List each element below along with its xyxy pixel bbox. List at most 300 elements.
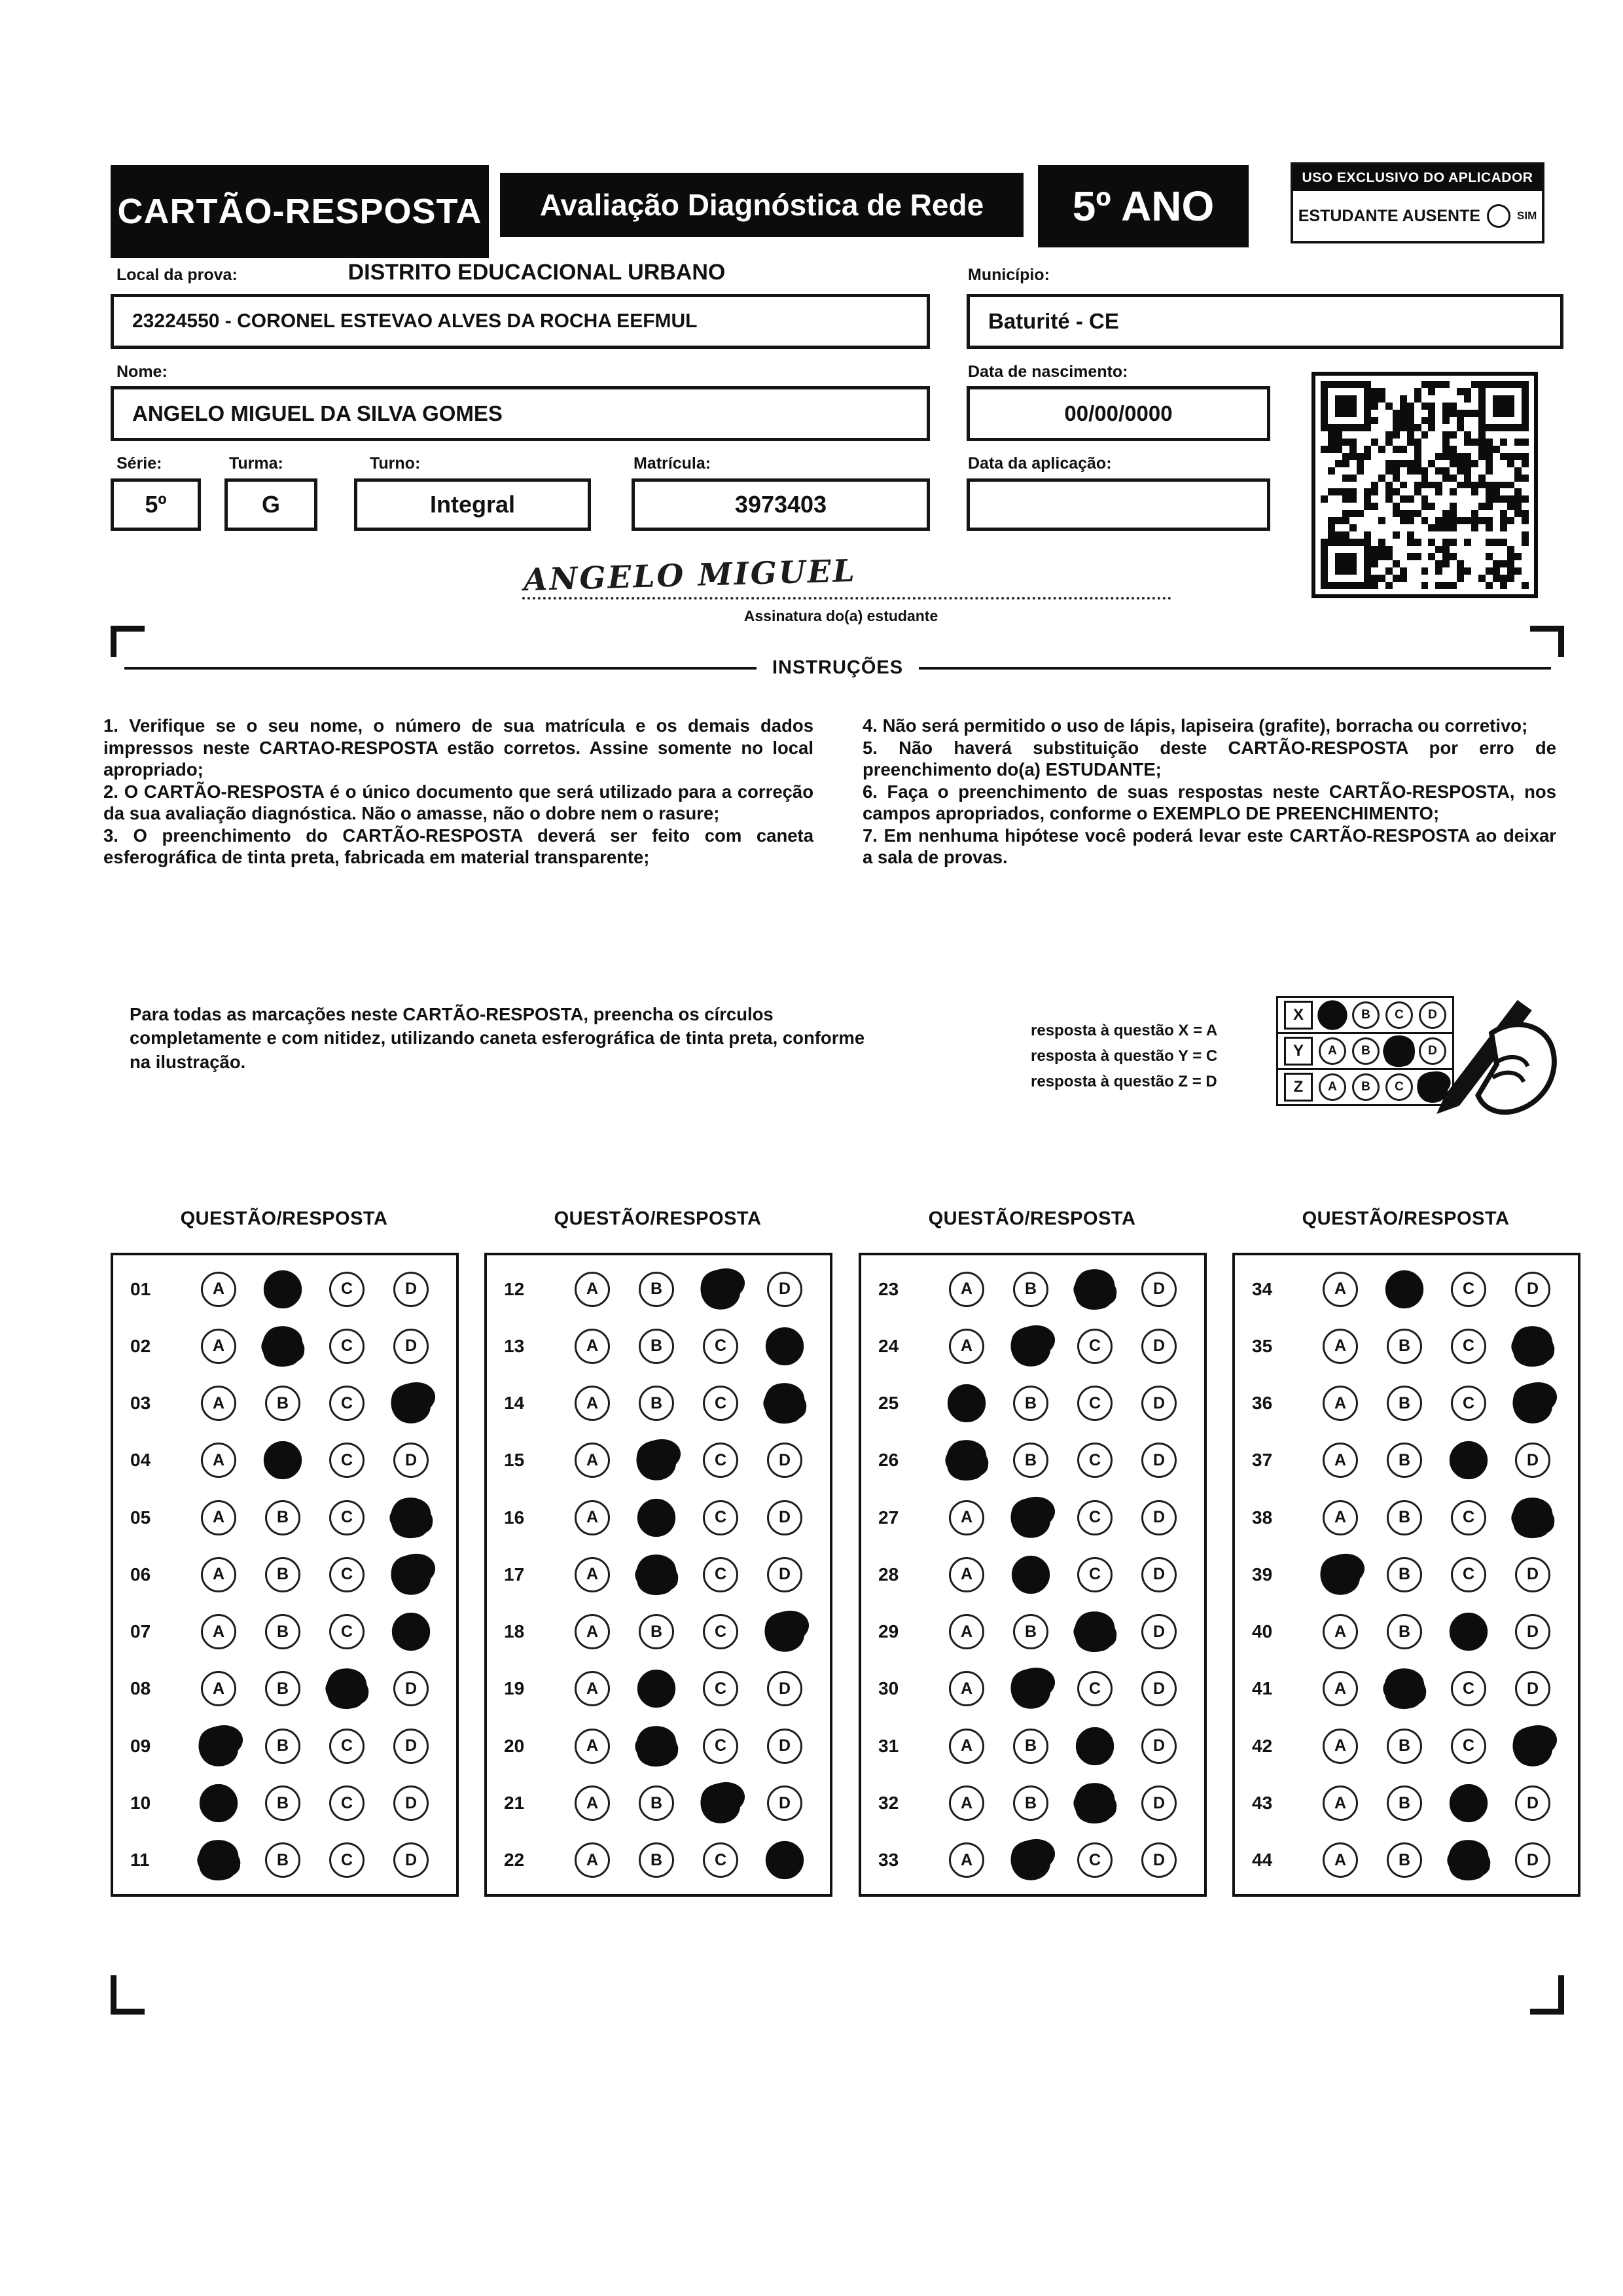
question-number: 22	[504, 1850, 525, 1871]
answer-bubble[interactable]: B	[639, 1329, 674, 1364]
question-number: 26	[878, 1450, 899, 1471]
bubble-cell	[1127, 1614, 1191, 1649]
answer-bubble[interactable]: A	[201, 1614, 236, 1649]
answer-bubble[interactable]: B	[639, 1614, 674, 1649]
answer-bubble[interactable]: C	[329, 1614, 365, 1649]
question-number: 27	[878, 1507, 899, 1528]
answer-bubble[interactable]: A	[575, 1272, 610, 1307]
answer-bubble[interactable]: B	[265, 1729, 300, 1764]
bubble-cell	[187, 1443, 251, 1478]
answer-bubble[interactable]: A	[1323, 1443, 1358, 1478]
answer-bubble[interactable]: A	[575, 1386, 610, 1421]
answer-bubble[interactable]: A	[575, 1842, 610, 1878]
answer-bubble[interactable]: B	[1013, 1614, 1048, 1649]
answer-bubble-filled[interactable]	[1317, 1000, 1347, 1030]
answer-bubble-filled[interactable]	[760, 1608, 808, 1656]
answer-bubble[interactable]: D	[1419, 1037, 1446, 1065]
answer-bubble[interactable]: A	[949, 1671, 984, 1706]
answer-bubble[interactable]: C	[1077, 1386, 1113, 1421]
instructions-column-right	[863, 715, 1556, 869]
answer-bubble[interactable]: B	[265, 1842, 300, 1878]
question-row	[113, 1557, 456, 1592]
bubble-cell	[999, 1671, 1063, 1706]
answer-bubble[interactable]: D	[1515, 1443, 1550, 1478]
answer-bubble[interactable]: C	[329, 1729, 365, 1764]
question-number: 42	[1252, 1735, 1273, 1756]
answer-bubble[interactable]: A	[949, 1557, 984, 1592]
answer-bubble[interactable]: A	[949, 1729, 984, 1764]
answer-bubble[interactable]: A	[201, 1671, 236, 1706]
answer-bubble[interactable]: A	[1319, 1037, 1346, 1065]
example-question-label: X	[1284, 1001, 1313, 1030]
answer-bubble[interactable]: D	[1141, 1671, 1177, 1706]
question-number: 02	[130, 1335, 151, 1356]
answer-bubble[interactable]: B	[639, 1386, 674, 1421]
answer-bubble[interactable]: B	[1013, 1272, 1048, 1307]
answer-bubble[interactable]: D	[1515, 1671, 1550, 1706]
question-row	[1235, 1785, 1578, 1821]
question-number: 08	[130, 1678, 151, 1699]
answer-bubble-filled[interactable]	[1380, 1664, 1429, 1714]
bubble-cell	[1372, 1785, 1436, 1821]
bubble-cell	[560, 1443, 624, 1478]
bubble-cell	[999, 1842, 1063, 1878]
bubble-cell	[1127, 1329, 1191, 1364]
answer-bubble[interactable]: B	[1352, 1073, 1380, 1101]
answer-bubble[interactable]: D	[393, 1272, 429, 1307]
example-row	[1276, 996, 1454, 1034]
answer-bubble-filled[interactable]	[264, 1270, 302, 1308]
question-number: 44	[1252, 1850, 1273, 1871]
question-row	[861, 1329, 1204, 1364]
bubble-cell	[1501, 1386, 1565, 1421]
question-number: 12	[504, 1278, 525, 1299]
answer-bubble[interactable]: C	[1451, 1557, 1486, 1592]
answer-bubble-filled[interactable]	[1508, 1321, 1558, 1371]
answer-bubble[interactable]: A	[1323, 1386, 1358, 1421]
absent-label: ESTUDANTE AUSENTE	[1298, 206, 1481, 225]
answer-bubble[interactable]: C	[329, 1386, 365, 1421]
bubble-cell	[1308, 1443, 1372, 1478]
answer-bubble[interactable]: C	[329, 1272, 365, 1307]
answer-bubble-filled[interactable]	[392, 1613, 430, 1651]
answer-bubble[interactable]: A	[575, 1329, 610, 1364]
bubble-cell	[251, 1842, 315, 1878]
bubble-cell	[1436, 1272, 1501, 1307]
answer-bubble[interactable]: B	[1387, 1443, 1422, 1478]
answer-bubble[interactable]: C	[329, 1443, 365, 1478]
answer-bubble[interactable]: D	[1141, 1557, 1177, 1592]
matricula-label: Matrícula:	[633, 454, 711, 473]
bubble-cell	[560, 1557, 624, 1592]
answer-bubble[interactable]: C	[1451, 1386, 1486, 1421]
question-number: 40	[1252, 1621, 1273, 1642]
question-row	[861, 1500, 1204, 1535]
answer-bubble-filled[interactable]	[258, 1321, 308, 1371]
answer-bubble[interactable]: D	[1141, 1386, 1177, 1421]
answer-bubble[interactable]: C	[703, 1671, 738, 1706]
local-label: Local da prova:	[116, 266, 238, 284]
bubble-cell	[1127, 1785, 1191, 1821]
bubble-cell	[379, 1500, 443, 1535]
bubble-cell	[753, 1729, 817, 1764]
answer-bubble[interactable]: D	[767, 1785, 802, 1821]
answer-bubble-filled[interactable]	[1450, 1441, 1488, 1479]
answer-bubble[interactable]: D	[393, 1671, 429, 1706]
answer-bubble-filled[interactable]	[1070, 1265, 1120, 1314]
answers-grid-1	[111, 1253, 459, 1897]
answer-bubble-filled[interactable]	[1444, 1835, 1493, 1885]
answer-bubble[interactable]: B	[265, 1500, 300, 1535]
answer-bubble[interactable]: B	[265, 1386, 300, 1421]
answer-bubble[interactable]: C	[703, 1729, 738, 1764]
answer-bubble[interactable]: D	[767, 1443, 802, 1478]
answer-bubble[interactable]: C	[1451, 1729, 1486, 1764]
answer-bubble[interactable]: A	[1323, 1785, 1358, 1821]
answer-bubble-filled[interactable]	[696, 1780, 744, 1827]
answer-bubble[interactable]: C	[329, 1329, 365, 1364]
answer-bubble[interactable]: B	[1387, 1386, 1422, 1421]
answer-bubble-filled[interactable]	[1316, 1551, 1364, 1598]
instructions-header	[124, 657, 1551, 679]
answer-bubble[interactable]: B	[1013, 1443, 1048, 1478]
answer-bubble[interactable]: A	[1323, 1842, 1358, 1878]
question-number: 21	[504, 1793, 525, 1814]
bubble-cell	[935, 1729, 999, 1764]
answer-bubble[interactable]: A	[201, 1557, 236, 1592]
answer-bubble[interactable]: C	[329, 1842, 365, 1878]
bubble-cell	[999, 1557, 1063, 1592]
answer-bubble-filled[interactable]	[1450, 1613, 1488, 1651]
turno-field: Integral	[354, 478, 591, 531]
answer-bubble[interactable]: B	[1387, 1729, 1422, 1764]
answer-bubble[interactable]: C	[703, 1500, 738, 1535]
bubble-cell	[251, 1272, 315, 1307]
bubble-cell	[1063, 1557, 1127, 1592]
question-row	[487, 1729, 830, 1764]
bubble-cell	[315, 1729, 379, 1764]
answer-bubble[interactable]: B	[265, 1671, 300, 1706]
answer-bubble[interactable]: C	[703, 1557, 738, 1592]
bubble-cell	[999, 1614, 1063, 1649]
question-number: 37	[1252, 1450, 1273, 1471]
answer-bubble[interactable]: D	[767, 1729, 802, 1764]
question-row	[1235, 1443, 1578, 1478]
answer-bubble-filled[interactable]	[1007, 1494, 1054, 1541]
answer-bubble[interactable]: B	[265, 1557, 300, 1592]
bubble-cell	[1308, 1557, 1372, 1592]
question-number: 32	[878, 1793, 899, 1814]
answer-bubble-filled[interactable]	[1007, 1665, 1054, 1713]
answer-bubble-filled[interactable]	[632, 1437, 680, 1484]
answer-bubble[interactable]: D	[1515, 1272, 1550, 1307]
answer-bubble-filled[interactable]	[696, 1265, 744, 1313]
bubble-cell	[753, 1842, 817, 1878]
answer-bubble-filled[interactable]	[1508, 1722, 1556, 1770]
answer-bubble[interactable]: A	[949, 1785, 984, 1821]
answer-bubble[interactable]: A	[201, 1329, 236, 1364]
answer-bubble[interactable]: C	[1451, 1500, 1486, 1535]
answer-bubble-filled[interactable]	[637, 1499, 675, 1537]
bubble-cell	[688, 1500, 753, 1535]
question-row	[487, 1671, 830, 1706]
example-legend-line: resposta à questão Y = C	[1031, 1047, 1218, 1065]
answer-bubble[interactable]: D	[1141, 1443, 1177, 1478]
answer-bubble-filled[interactable]	[766, 1841, 804, 1879]
answer-bubble[interactable]: B	[639, 1842, 674, 1878]
answer-bubble[interactable]: A	[1323, 1272, 1358, 1307]
answer-bubble[interactable]: C	[1385, 1073, 1413, 1101]
answer-bubble[interactable]: B	[1013, 1785, 1048, 1821]
bubble-cell	[688, 1443, 753, 1478]
bubble-cell	[187, 1386, 251, 1421]
bubble-cell	[1436, 1785, 1501, 1821]
answer-bubble[interactable]: D	[1419, 1001, 1446, 1029]
answer-bubble[interactable]: C	[329, 1500, 365, 1535]
nascimento-label: Data de nascimento:	[968, 363, 1128, 381]
answer-bubble[interactable]: A	[1319, 1073, 1346, 1101]
answer-bubble[interactable]: D	[767, 1272, 802, 1307]
answer-bubble[interactable]: C	[329, 1557, 365, 1592]
answer-bubble[interactable]: D	[393, 1842, 429, 1878]
answers-column-header-4: QUESTÃO/RESPOSTA	[1302, 1208, 1510, 1229]
answer-bubble[interactable]: D	[1515, 1614, 1550, 1649]
question-row	[1235, 1614, 1578, 1649]
answer-bubble[interactable]: B	[265, 1614, 300, 1649]
answer-bubble[interactable]: D	[393, 1443, 429, 1478]
answer-bubble[interactable]: A	[1323, 1500, 1358, 1535]
answer-bubble[interactable]: D	[393, 1785, 429, 1821]
bubble-cell	[1436, 1842, 1501, 1878]
bubble-cell	[753, 1785, 817, 1821]
question-row	[1235, 1329, 1578, 1364]
answer-bubble[interactable]: C	[1077, 1557, 1113, 1592]
answer-bubble-filled[interactable]	[1380, 1031, 1418, 1070]
bubble-cell	[560, 1272, 624, 1307]
answer-bubble[interactable]: A	[1323, 1671, 1358, 1706]
answer-bubble-filled[interactable]	[1508, 1380, 1556, 1427]
answer-bubble[interactable]: D	[393, 1329, 429, 1364]
answer-bubble[interactable]: B	[639, 1272, 674, 1307]
bubble-cell	[1063, 1671, 1127, 1706]
answer-bubble[interactable]: A	[949, 1500, 984, 1535]
answer-bubble[interactable]: D	[1141, 1329, 1177, 1364]
answer-bubble-filled[interactable]	[942, 1435, 991, 1485]
answer-bubble[interactable]: C	[1451, 1329, 1486, 1364]
bubble-cell	[560, 1500, 624, 1535]
question-row	[487, 1272, 830, 1307]
answer-bubble[interactable]: B	[1013, 1386, 1048, 1421]
example-row	[1276, 1068, 1454, 1106]
question-row	[113, 1671, 456, 1706]
instructions-column-left	[103, 715, 813, 869]
answer-bubble-filled[interactable]	[766, 1327, 804, 1365]
answer-bubble[interactable]: D	[1141, 1842, 1177, 1878]
answer-bubble-filled[interactable]	[632, 1721, 681, 1771]
answer-bubble-filled[interactable]	[1007, 1837, 1054, 1884]
question-row	[113, 1614, 456, 1649]
answer-bubble-filled[interactable]	[387, 1380, 435, 1427]
answer-bubble[interactable]: C	[1077, 1329, 1113, 1364]
answer-bubble[interactable]: A	[1323, 1729, 1358, 1764]
answer-bubble[interactable]: A	[201, 1386, 236, 1421]
bubble-cell	[315, 1443, 379, 1478]
answer-bubble[interactable]: C	[1077, 1671, 1113, 1706]
example-legend	[1031, 1018, 1217, 1094]
bubble-cell	[1308, 1729, 1372, 1764]
question-row	[113, 1729, 456, 1764]
question-number: 17	[504, 1564, 525, 1585]
answer-bubble-filled[interactable]	[387, 1551, 435, 1598]
answer-bubble[interactable]: D	[767, 1557, 802, 1592]
answer-bubble[interactable]: C	[703, 1329, 738, 1364]
bubble-cell	[379, 1671, 443, 1706]
answer-bubble[interactable]: C	[1385, 1001, 1413, 1029]
answer-bubble-filled[interactable]	[386, 1493, 436, 1543]
bubble-cell	[187, 1785, 251, 1821]
bubble-cell	[560, 1329, 624, 1364]
answer-bubble[interactable]: A	[949, 1272, 984, 1307]
answer-bubble[interactable]: D	[1515, 1785, 1550, 1821]
answer-bubble[interactable]: B	[1352, 1001, 1380, 1029]
answer-bubble[interactable]: A	[575, 1557, 610, 1592]
answer-bubble[interactable]: B	[1387, 1785, 1422, 1821]
instructions-title: INSTRUÇÕES	[772, 657, 904, 678]
answer-bubble[interactable]: B	[639, 1785, 674, 1821]
answer-bubble[interactable]: C	[703, 1443, 738, 1478]
bubble-cell	[1063, 1729, 1127, 1764]
bubble-cell	[999, 1500, 1063, 1535]
card-title: CARTÃO-RESPOSTA	[111, 165, 489, 258]
answer-bubble[interactable]: C	[703, 1614, 738, 1649]
answer-bubble-filled[interactable]	[1508, 1493, 1558, 1543]
answer-bubble-filled[interactable]	[194, 1722, 242, 1770]
question-number: 29	[878, 1621, 899, 1642]
answer-bubble-filled[interactable]	[200, 1784, 238, 1822]
answer-bubble-filled[interactable]	[264, 1441, 302, 1479]
bubble-cell	[999, 1443, 1063, 1478]
answer-bubble-filled[interactable]	[1076, 1727, 1114, 1765]
bubble-cell	[379, 1443, 443, 1478]
question-row	[487, 1500, 830, 1535]
aplicador-box	[1291, 162, 1544, 243]
answer-bubble-filled[interactable]	[1070, 1607, 1120, 1657]
student-signature[interactable]: ANGELO MIGUEL	[523, 552, 857, 599]
answer-bubble-filled[interactable]	[322, 1664, 372, 1714]
answer-bubble[interactable]: A	[949, 1329, 984, 1364]
answer-bubble[interactable]: A	[1323, 1329, 1358, 1364]
answer-bubble[interactable]: A	[949, 1842, 984, 1878]
question-number: 15	[504, 1450, 525, 1471]
answer-bubble-filled[interactable]	[1007, 1322, 1054, 1370]
bubble-cell	[1308, 1272, 1372, 1307]
question-number: 19	[504, 1678, 525, 1699]
question-number: 30	[878, 1678, 899, 1699]
answer-bubble[interactable]: D	[1141, 1614, 1177, 1649]
answer-bubble[interactable]: D	[1141, 1785, 1177, 1821]
instruction-item: 1. Verifique se o seu nome, o número de sua matrícula e os demais dados impressos neste CARTAO-RESPOSTA estão corretos. Assine somente no local apropriado;	[103, 715, 813, 780]
answer-bubble[interactable]: D	[1141, 1729, 1177, 1764]
answer-bubble-filled[interactable]	[1012, 1556, 1050, 1594]
bubble-cell	[753, 1557, 817, 1592]
bubble-cell	[1127, 1671, 1191, 1706]
bubble-cell	[688, 1842, 753, 1878]
absent-checkbox-circle[interactable]	[1487, 204, 1510, 228]
answer-bubble[interactable]: B	[1387, 1557, 1422, 1592]
answer-bubble[interactable]: C	[1451, 1671, 1486, 1706]
answer-bubble[interactable]: D	[1141, 1500, 1177, 1535]
answer-bubble[interactable]: A	[201, 1443, 236, 1478]
answer-bubble[interactable]: C	[703, 1842, 738, 1878]
answer-bubble[interactable]: D	[1515, 1557, 1550, 1592]
answer-bubble-filled[interactable]	[760, 1378, 810, 1428]
bubble-cell	[1127, 1272, 1191, 1307]
answer-bubble[interactable]: D	[767, 1500, 802, 1535]
bubble-cell	[187, 1557, 251, 1592]
answer-bubble[interactable]: D	[1515, 1842, 1550, 1878]
answer-bubble[interactable]: D	[393, 1729, 429, 1764]
answer-bubble[interactable]: A	[949, 1614, 984, 1649]
answer-bubble[interactable]: C	[1077, 1500, 1113, 1535]
answer-bubble[interactable]: B	[1013, 1729, 1048, 1764]
answer-bubble[interactable]: A	[575, 1443, 610, 1478]
bubble-cell	[1372, 1329, 1436, 1364]
answer-bubble[interactable]: C	[703, 1386, 738, 1421]
answer-bubble[interactable]: D	[767, 1671, 802, 1706]
municipio-label: Município:	[968, 266, 1050, 284]
answer-bubble-filled[interactable]	[948, 1384, 986, 1422]
answer-bubble[interactable]: A	[575, 1614, 610, 1649]
answer-bubble[interactable]: A	[575, 1500, 610, 1535]
answer-bubble[interactable]: C	[1077, 1842, 1113, 1878]
question-number: 31	[878, 1735, 899, 1756]
answer-bubble[interactable]: C	[329, 1785, 365, 1821]
answer-bubble[interactable]: A	[575, 1729, 610, 1764]
answer-bubble[interactable]: A	[575, 1785, 610, 1821]
school-field: 23224550 - CORONEL ESTEVAO ALVES DA ROCHA EEFMUL	[111, 294, 930, 349]
answer-bubble[interactable]: B	[1387, 1500, 1422, 1535]
answer-bubble[interactable]: C	[1077, 1443, 1113, 1478]
answer-bubble[interactable]: D	[1141, 1272, 1177, 1307]
bubble-cell	[1127, 1729, 1191, 1764]
answer-bubble[interactable]: A	[201, 1272, 236, 1307]
answer-bubble-filled[interactable]	[1450, 1784, 1488, 1822]
answer-bubble[interactable]: B	[265, 1785, 300, 1821]
answer-bubble-filled[interactable]	[1070, 1778, 1120, 1828]
answer-bubble[interactable]: B	[1387, 1842, 1422, 1878]
answer-bubble-filled[interactable]	[637, 1670, 675, 1708]
answer-bubble[interactable]: B	[1387, 1329, 1422, 1364]
question-number: 28	[878, 1564, 899, 1585]
bubble-cell	[1372, 1500, 1436, 1535]
bubble-cell	[999, 1386, 1063, 1421]
answer-bubble-filled[interactable]	[632, 1550, 681, 1600]
answer-bubble-filled[interactable]	[194, 1835, 243, 1885]
answer-bubble[interactable]: C	[1451, 1272, 1486, 1307]
question-number: 04	[130, 1450, 151, 1471]
question-number: 36	[1252, 1393, 1273, 1414]
answer-bubble[interactable]: B	[1352, 1037, 1380, 1065]
bubble-cell	[560, 1671, 624, 1706]
answer-bubble[interactable]: A	[201, 1500, 236, 1535]
bubble-cell	[624, 1329, 688, 1364]
answer-bubble-filled[interactable]	[1385, 1270, 1423, 1308]
answer-bubble[interactable]: B	[1387, 1614, 1422, 1649]
answer-bubble[interactable]: A	[1323, 1614, 1358, 1649]
answer-bubble[interactable]: A	[575, 1671, 610, 1706]
bubble-cell	[688, 1729, 753, 1764]
bubble-cell	[560, 1729, 624, 1764]
